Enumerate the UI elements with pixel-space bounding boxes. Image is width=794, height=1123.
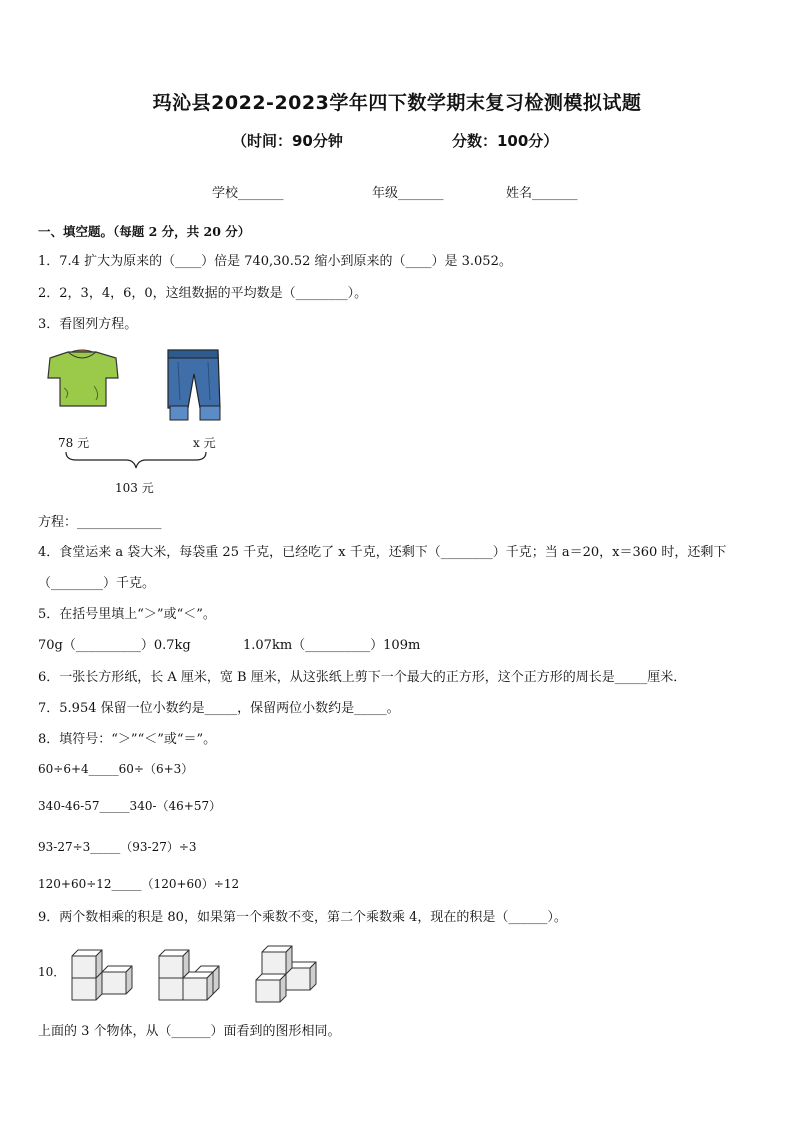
- question-6: 6．一张长方形纸，长 A 厘米，宽 B 厘米，从这张纸上剪下一个最大的正方形，这个正方形的周长是_____厘米．: [38, 670, 687, 685]
- shirt-price: 78 元: [58, 436, 90, 450]
- question-5-a: 70g（__________）0.7kg: [38, 638, 191, 653]
- equation-blank: 方程：_____________: [38, 515, 162, 530]
- question-3: 3．看图列方程。: [38, 317, 138, 332]
- shirt-illustration: [44, 348, 122, 410]
- question-7: 7．5.954 保留一位小数约是_____，保留两位小数约是_____。: [38, 701, 400, 716]
- question-4-line-2: （________）千克。: [38, 576, 156, 591]
- question-8-c: 93-27÷3_____（93-27）÷3: [38, 840, 197, 854]
- exam-score: 分数：100分）: [452, 132, 559, 150]
- total-brace: [62, 450, 212, 472]
- name-field: 姓名_______: [506, 186, 578, 201]
- question-8: 8．填符号：“＞”“＜”或“＝”。: [38, 732, 217, 747]
- question-10-number: 10．: [38, 965, 66, 979]
- exam-time: （时间：90分钟: [232, 132, 343, 150]
- cube-figure-1: [70, 946, 136, 1002]
- question-10-text: 上面的 3 个物体，从（______）面看到的图形相同。: [38, 1024, 341, 1039]
- total-price: 103 元: [115, 481, 154, 495]
- school-field: 学校_______: [212, 186, 284, 201]
- question-8-d: 120+60÷12_____（120+60）÷12: [38, 877, 240, 891]
- cube-figure-3: [254, 938, 322, 1004]
- jeans-price: x 元: [193, 436, 216, 450]
- question-8-a: 60÷6+4_____60÷（6+3）: [38, 762, 194, 776]
- question-1: 1．7.4 扩大为原来的（____）倍是 740,30.52 缩小到原来的（____）是 3.052。: [38, 254, 512, 269]
- question-4-line-1: 4．食堂运来 a 袋大米，每袋重 25 千克，已经吃了 x 千克，还剩下（________）千克；当 a＝20，x＝360 时，还剩下: [38, 545, 727, 560]
- question-2: 2．2，3，4，6，0，这组数据的平均数是（________）。: [38, 286, 368, 301]
- page-title: 玛沁县2022-2023学年四下数学期末复习检测模拟试题: [152, 92, 642, 114]
- question-5: 5．在括号里填上“＞”或“＜”。: [38, 607, 216, 622]
- cube-figure-2: [157, 946, 227, 1002]
- section-heading: 一、填空题。（每题 2 分，共 20 分）: [38, 224, 251, 239]
- question-5-b: 1.07km（__________）109m: [243, 638, 421, 653]
- question-8-b: 340-46-57_____340-（46+57）: [38, 799, 222, 813]
- question-9: 9．两个数相乘的积是 80，如果第一个乘数不变，第二个乘数乘 4，现在的积是（______）。: [38, 910, 567, 925]
- jeans-illustration: [164, 348, 224, 424]
- grade-field: 年级_______: [372, 186, 444, 201]
